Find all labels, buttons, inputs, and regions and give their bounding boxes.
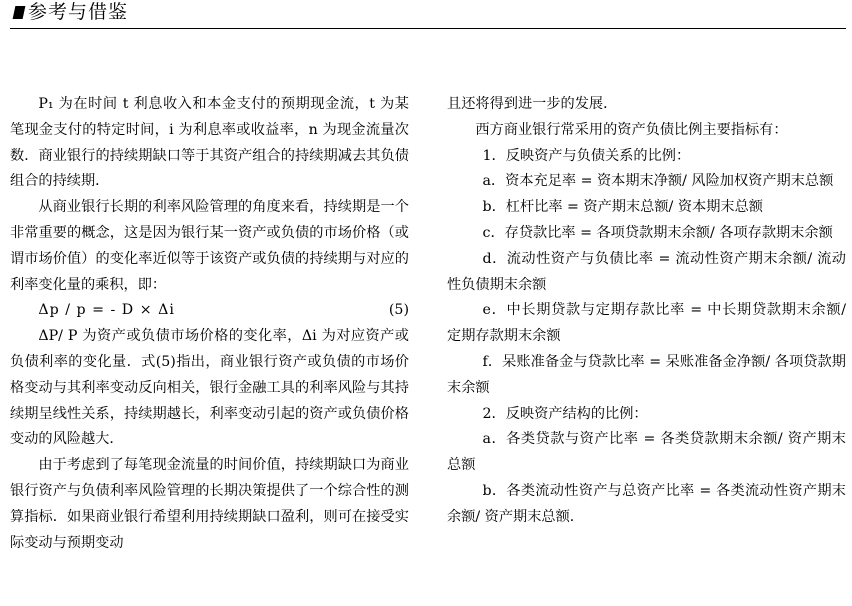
left-column bbox=[10, 92, 409, 556]
right-column bbox=[447, 92, 846, 531]
list-heading: 2．反映资产结构的比例： bbox=[482, 405, 648, 422]
equation-number: (5) bbox=[388, 302, 409, 319]
list-item: c．存贷款比率 = 各项贷款期末余额/ 各项存款期末余额 bbox=[482, 224, 833, 241]
section-header bbox=[10, 0, 846, 29]
list-item: a．资本充足率 = 资本期末净额/ 风险加权资产期末总额 bbox=[482, 173, 834, 190]
paragraph: 且还将得到进一步的发展． bbox=[447, 96, 618, 112]
list-item: f．呆账准备金与贷款比率 = 呆账准备金净额/ 各项贷款期末余额 bbox=[447, 353, 846, 396]
list-item: b．各类流动性资产与总资产比率 = 各类流动性资产期末余额/ 资产期末总额． bbox=[447, 482, 846, 525]
list-heading: 1．反映资产与负债关系的比例： bbox=[482, 147, 691, 164]
paragraph: 西方商业银行常采用的资产负债比例主要指标有： bbox=[475, 121, 788, 138]
paragraph: P₁ 为在时间 t 利息收入和本金支付的预期现金流，t 为某笔现金支付的特定时间，i 为利息率或收益率，n 为现金流量次数．商业银行的持续期缺口等于其资产组合的持续期减去其负债组合的持续期． bbox=[10, 96, 409, 190]
list-item: d．流动性资产与负债比率 = 流动性资产期末余额/ 流动性负债期末余额 bbox=[447, 250, 846, 293]
square-bullet-icon bbox=[13, 6, 26, 19]
list-item: b．杠杆比率 = 资产期末总额/ 资本期末总额 bbox=[482, 199, 763, 216]
paragraph: ΔP/ P 为资产或负债市场价格的变化率，Δi 为对应资产或负债利率的变化量．式(5)指出，商业银行资产或负债的市场价格变动与其利率变动反向相关，银行金融工具的利率风险与其持续期呈线性关系，持续期越长，利率变动引起的资产或负债价格变动的风险越大． bbox=[10, 328, 409, 448]
list-item: e．中长期贷款与定期存款比率 = 中长期贷款期末余额/ 定期存款期末余额 bbox=[447, 302, 846, 345]
paragraph: 从商业银行长期的利率风险管理的角度来看，持续期是一个非常重要的概念，这是因为银行某一资产或负债的市场价格（或谓市场价值）的变化率近似等于该资产或负债的持续期与对应的利率变化量的乘积，即： bbox=[10, 199, 409, 293]
paragraph: 由于考虑到了每笔现金流量的时间价值，持续期缺口为商业银行资产与负债利率风险管理的长期决策提供了一个综合性的测算指标．如果商业银行希望利用持续期缺口盈利，则可在接受实际变动与预期变动 bbox=[10, 457, 409, 551]
equation-block bbox=[10, 298, 409, 324]
list-item: a．各类贷款与资产比率 = 各类贷款期末余额/ 资产期末总额 bbox=[447, 431, 846, 474]
section-title: 参考与借鉴 bbox=[28, 1, 129, 23]
equation: Δp / p = - D × Δi bbox=[38, 302, 175, 319]
